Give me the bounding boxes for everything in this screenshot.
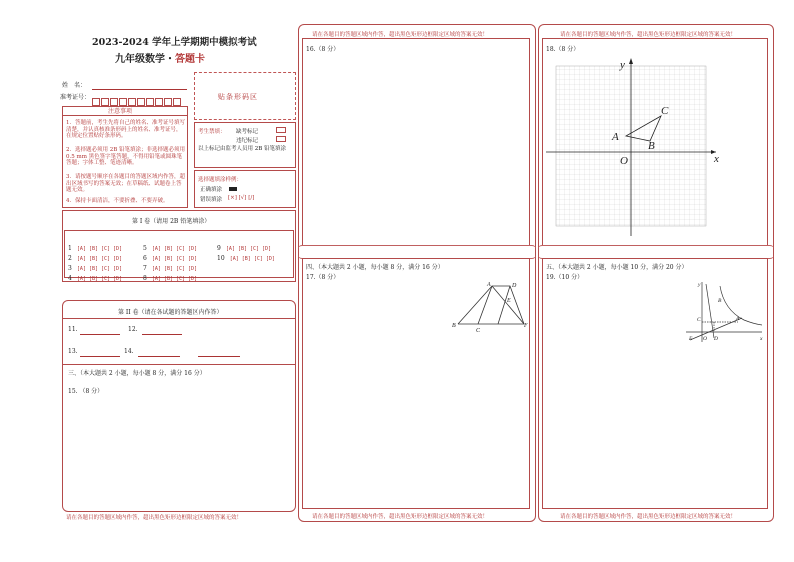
absent-label: 考生禁填： [198, 129, 226, 135]
q14-answer-line-2[interactable] [198, 356, 240, 357]
q11-answer-line[interactable] [80, 334, 120, 335]
part2-box [62, 300, 296, 512]
notice-item-4: 4．保持卡面清洁，不要折叠、不要弄破。 [66, 198, 169, 204]
missing-label: 缺考标记 [236, 129, 259, 135]
part2-heading-rule [62, 318, 296, 319]
col1-warning: 请在各题目的答题区域内作答，超出黑色矩形边框限定区域的答案无效！ [66, 515, 243, 521]
q12-label: 12. [128, 326, 138, 333]
q12-answer-line[interactable] [142, 334, 182, 335]
fig18-label-b: B [648, 140, 655, 152]
fig17-label-f: F [524, 323, 528, 329]
choice-q8[interactable]: 8 [A] [B] [C] [D] [143, 275, 198, 282]
choice-q9[interactable]: 9 [A] [B] [C] [D] [217, 245, 272, 252]
notice-item-3: 3．请按题号顺序在各题目的答题区域内作答，超出区域书写的答案无效；在草稿纸、试题卷上答题无效。 [66, 174, 186, 193]
choice-q5[interactable]: 5 [A] [B] [C] [D] [143, 245, 198, 252]
q19-label: 19.（10 分） [546, 274, 584, 281]
notice-item-1: 1．答题前，考生先将自己的姓名、准考证号填写清楚，并认真核准条形码上的姓名、准考证号，在规定位置贴好条形码。 [66, 120, 186, 139]
exam-id-label: 准考证号： [60, 94, 91, 101]
fig19-label-e: E [689, 336, 693, 342]
fill-wrong-marks: [×] [√] [/] [228, 195, 255, 201]
fig19-label-b: B [718, 298, 722, 304]
choice-q10[interactable]: 10 [A] [B] [C] [D] [217, 255, 275, 262]
q13-answer-line[interactable] [80, 356, 120, 357]
fill-correct-label: 正确填涂 [200, 187, 223, 193]
choice-q2[interactable]: 2 [A] [B] [C] [D] [68, 255, 123, 262]
exam-id-boxes[interactable] [92, 91, 188, 101]
name-label: 姓 名： [62, 82, 87, 89]
violation-label: 违纪标记 [236, 138, 259, 144]
col3-divider [538, 245, 774, 259]
q14-answer-line-1[interactable] [138, 356, 180, 357]
section3-rule [62, 364, 296, 365]
choice-q4[interactable]: 4 [A] [B] [C] [D] [68, 275, 123, 282]
col2-warning-bottom: 请在各题目的答题区域内作答，超出黑色矩形边框限定区域的答案无效！ [312, 514, 489, 520]
notice-heading: 注意事项 [108, 108, 133, 115]
fig19-label-d: D [714, 336, 718, 342]
q14-label: 14. [124, 348, 134, 355]
fig17-label-e: E [507, 298, 511, 304]
subtitle-prefix: 九年级数学・ [115, 54, 175, 65]
fig19-label-x: x [760, 336, 763, 342]
q19-figure [684, 280, 766, 344]
fig17-label-a: A [487, 282, 491, 288]
col2-warning-top: 请在各题目的答题区域内作答，超出黑色矩形边框限定区域的答案无效！ [312, 32, 489, 38]
page-subtitle [115, 50, 205, 65]
missing-checkbox[interactable] [276, 127, 286, 133]
fig18-label-o: O [620, 155, 628, 167]
q16-answer-box[interactable] [302, 38, 530, 246]
fig19-label-c: C [697, 317, 701, 323]
fig19-label-y: y [698, 282, 701, 288]
choice-q3[interactable]: 3 [A] [B] [C] [D] [68, 265, 123, 272]
fig18-label-y: y [620, 59, 625, 71]
violation-checkbox[interactable] [276, 136, 286, 142]
part1-heading: 第 I 卷（请用 2B 铅笔填涂） [132, 218, 211, 225]
q13-label: 13. [68, 348, 78, 355]
q18-label: 18.（8 分） [546, 46, 580, 53]
section5-heading: 五、（本大题共 2 小题，每小题 10 分，满分 20 分） [546, 264, 688, 271]
fig18-label-a: A [612, 131, 619, 143]
subtitle-suffix: 答题卡 [175, 54, 205, 65]
q17-label: 17.（8 分） [306, 274, 340, 281]
fill-example-heading: 选择题填涂样例： [198, 177, 243, 183]
fig17-label-b: B [452, 323, 456, 329]
fig18-label-x: x [714, 153, 719, 165]
fill-wrong-label: 错误填涂 [200, 197, 223, 203]
mark-note: 以上标记由监考人员用 2B 铅笔填涂 [198, 146, 287, 152]
fig17-label-c: C [476, 328, 481, 334]
q11-label: 11. [68, 326, 78, 333]
choice-q6[interactable]: 6 [A] [B] [C] [D] [143, 255, 198, 262]
fig18-label-c: C [661, 105, 669, 117]
name-underline[interactable] [92, 89, 187, 90]
col3-warning-top: 请在各题目的答题区域内作答，超出黑色矩形边框限定区域的答案无效！ [560, 32, 737, 38]
fill-correct-mark [229, 187, 237, 191]
page-title: 2023-2024 学年上学期期中模拟考试 [92, 37, 257, 48]
section4-heading: 四、（本大题共 2 小题，每小题 8 分，满分 16 分） [306, 264, 444, 271]
choice-q7[interactable]: 7 [A] [B] [C] [D] [143, 265, 198, 272]
notice-item-2: 2．选择题必须用 2B 铅笔填涂；非选择题必须用 0.5 mm 黑色签字笔答题，不得用铅笔或圆珠笔答题；字体工整、笔迹清晰。 [66, 147, 186, 166]
fig19-label-o: O [703, 336, 707, 342]
q16-label: 16.（8 分） [306, 46, 340, 53]
part2-heading: 第 II 卷（请在各试题的答题区内作答） [118, 309, 223, 316]
q17-figure [450, 280, 530, 335]
fig17-label-d: D [512, 283, 517, 289]
choice-q1[interactable]: 1 [A] [B] [C] [D] [68, 245, 123, 252]
q18-coordinate-grid [544, 54, 724, 238]
section3-heading: 三、（本大题共 2 小题，每小题 8 分，满分 16 分） [68, 370, 206, 377]
barcode-label: 贴条形码区 [218, 93, 258, 101]
fig19-label-a: A [736, 316, 740, 322]
q15-label: 15. （8 分） [68, 388, 104, 395]
col2-divider [298, 245, 536, 259]
col3-warning-bottom: 请在各题目的答题区域内作答，超出黑色矩形边框限定区域的答案无效！ [560, 514, 737, 520]
